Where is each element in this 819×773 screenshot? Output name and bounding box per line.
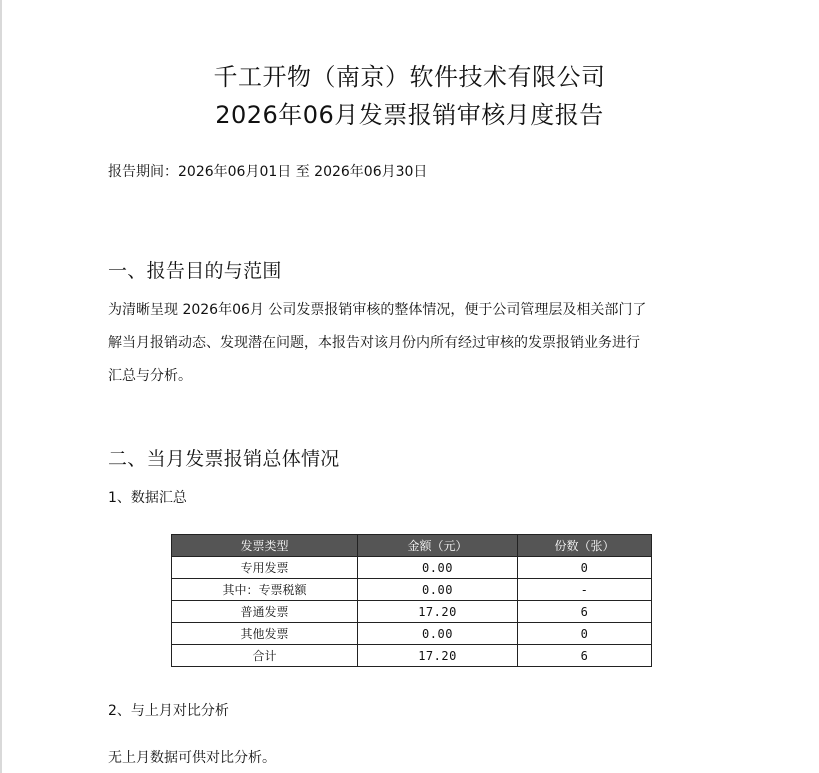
table-row xyxy=(172,557,652,579)
cell-amount: 17.20 xyxy=(358,645,518,667)
invoice-summary-table xyxy=(171,534,652,667)
report-title: 2026年06月发票报销审核月度报告 xyxy=(215,101,604,129)
cell-type: 其中：专票税额 xyxy=(172,579,358,601)
paragraph-line: 解当月报销动态、发现潜在问题，本报告对该月份内所有经过审核的发票报销业务进行 xyxy=(108,335,640,351)
cell-type: 普通发票 xyxy=(172,601,358,623)
table-row xyxy=(172,579,652,601)
cell-type: 合计 xyxy=(172,645,358,667)
comparison-text: 无上月数据可供对比分析。 xyxy=(108,750,276,766)
cell-count: 6 xyxy=(518,601,652,623)
cell-amount: 0.00 xyxy=(358,623,518,645)
cell-count: - xyxy=(518,579,652,601)
column-header-type: 发票类型 xyxy=(172,535,358,557)
table-header-row xyxy=(172,535,652,557)
section-1-heading: 一、报告目的与范围 xyxy=(108,260,282,282)
subsection-data-summary: 1、数据汇总 xyxy=(108,490,187,506)
cell-count: 0 xyxy=(518,557,652,579)
subsection-comparison: 2、与上月对比分析 xyxy=(108,703,229,719)
company-name: 千工开物（南京）软件技术有限公司 xyxy=(213,63,606,91)
cell-count: 6 xyxy=(518,645,652,667)
table-row-total xyxy=(172,645,652,667)
cell-count: 0 xyxy=(518,623,652,645)
report-period: 报告期间：2026年06月01日 至 2026年06月30日 xyxy=(108,164,428,180)
cell-amount: 17.20 xyxy=(358,601,518,623)
cell-type: 其他发票 xyxy=(172,623,358,645)
table-row xyxy=(172,601,652,623)
table-row xyxy=(172,623,652,645)
cell-amount: 0.00 xyxy=(358,557,518,579)
column-header-amount: 金额（元） xyxy=(358,535,518,557)
column-header-count: 份数（张） xyxy=(518,535,652,557)
paragraph-line: 为清晰呈现 2026年06月 公司发票报销审核的整体情况，便于公司管理层及相关部门了 xyxy=(108,302,647,318)
cell-amount: 0.00 xyxy=(358,579,518,601)
section-1-paragraph xyxy=(108,294,728,393)
section-2-heading: 二、当月发票报销总体情况 xyxy=(108,448,340,470)
cell-type: 专用发票 xyxy=(172,557,358,579)
paragraph-line: 汇总与分析。 xyxy=(108,368,192,384)
